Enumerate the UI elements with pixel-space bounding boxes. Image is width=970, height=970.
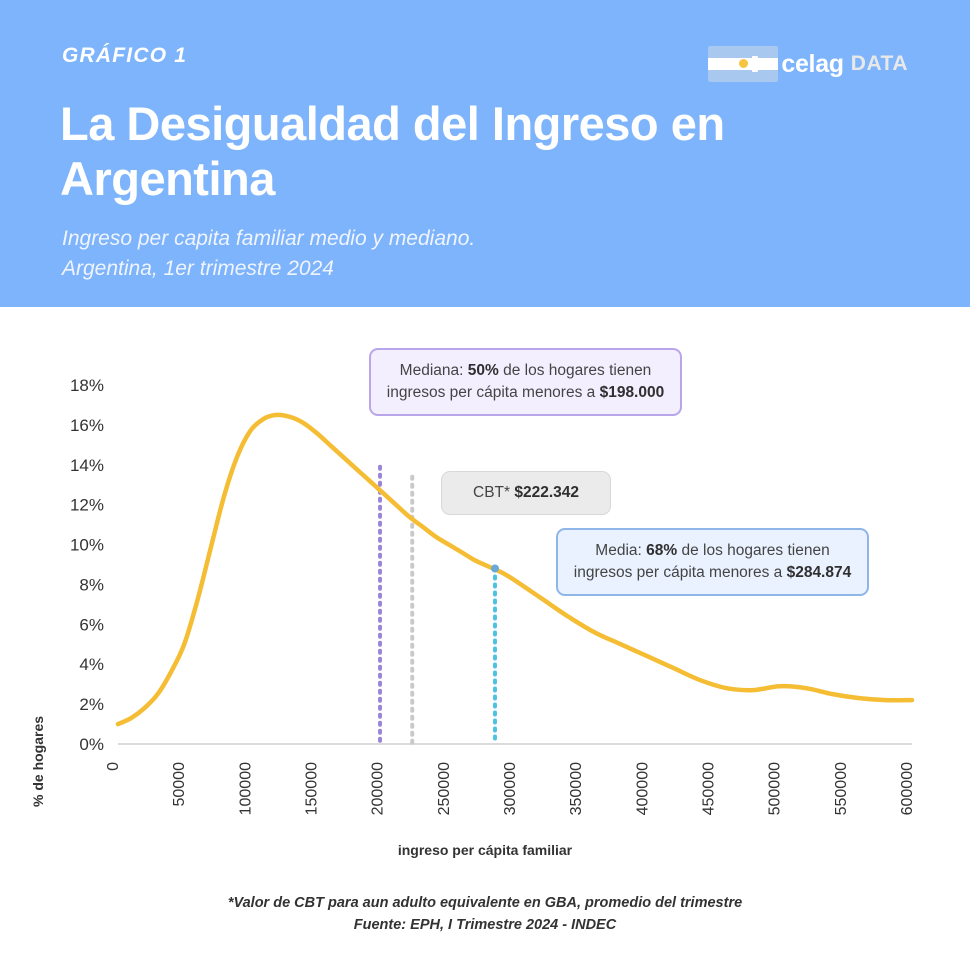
marker-dots [491,564,499,572]
page-subtitle: Ingreso per capita familiar medio y mediano. Argentina, 1er trimestre 2024 [62,227,476,280]
x-axis-label: ingreso per cápita familiar [397,842,573,858]
y-axis-ticks [70,376,104,754]
svg-text:250000: 250000 [435,762,453,816]
y-axis-label: % de hogares [30,715,46,807]
footnote-line-1: *Valor de CBT para aun adulto equivalente en GBA, promedio del trimestre [227,895,743,911]
svg-text:550000: 550000 [832,762,850,816]
eyebrow-label: GRÁFICO 1 [62,44,188,67]
svg-text:500000: 500000 [766,762,784,816]
svg-text:600000: 600000 [899,762,916,816]
sun-icon [739,59,748,68]
svg-text:50000: 50000 [171,762,189,807]
footnote-line-2: Fuente: EPH, I Trimestre 2024 - INDEC [353,917,617,934]
page-title: La Desigualdad del Ingreso en Argentina [60,97,725,206]
svg-text:8%: 8% [79,575,104,595]
chart-footnote [0,892,970,937]
svg-text:150000: 150000 [303,762,321,816]
svg-text:0%: 0% [79,735,104,754]
svg-text:200000: 200000 [369,762,387,816]
svg-text:450000: 450000 [700,762,718,816]
svg-text:4%: 4% [79,655,104,675]
celag-mark-icon [752,53,774,75]
svg-text:14%: 14% [69,455,104,475]
svg-text:400000: 400000 [634,762,652,816]
svg-text:10%: 10% [69,535,104,555]
callout-cbt: CBT* $222.342 [441,471,611,515]
chart-container [0,307,970,970]
brand-logo [752,45,908,83]
callout-mediana: Mediana: 50% de los hogares tienen ingresos per cápita menores a $198.000 [369,348,682,416]
header-banner [0,0,970,307]
svg-text:12%: 12% [69,495,104,515]
svg-text:18%: 18% [69,376,104,395]
svg-text:100000: 100000 [237,762,255,816]
x-axis-ticks [105,762,916,815]
svg-text:2%: 2% [79,695,104,715]
brand-name: celag [781,49,844,78]
svg-text:16%: 16% [69,415,104,435]
svg-text:300000: 300000 [502,762,519,816]
svg-text:350000: 350000 [568,762,586,816]
brand-suffix: DATA [850,52,908,75]
svg-text:6%: 6% [79,615,104,635]
svg-text:0: 0 [105,762,122,771]
callout-media: Media: 68% de los hogares tienen ingresos per cápita menores a $284.874 [556,528,869,596]
